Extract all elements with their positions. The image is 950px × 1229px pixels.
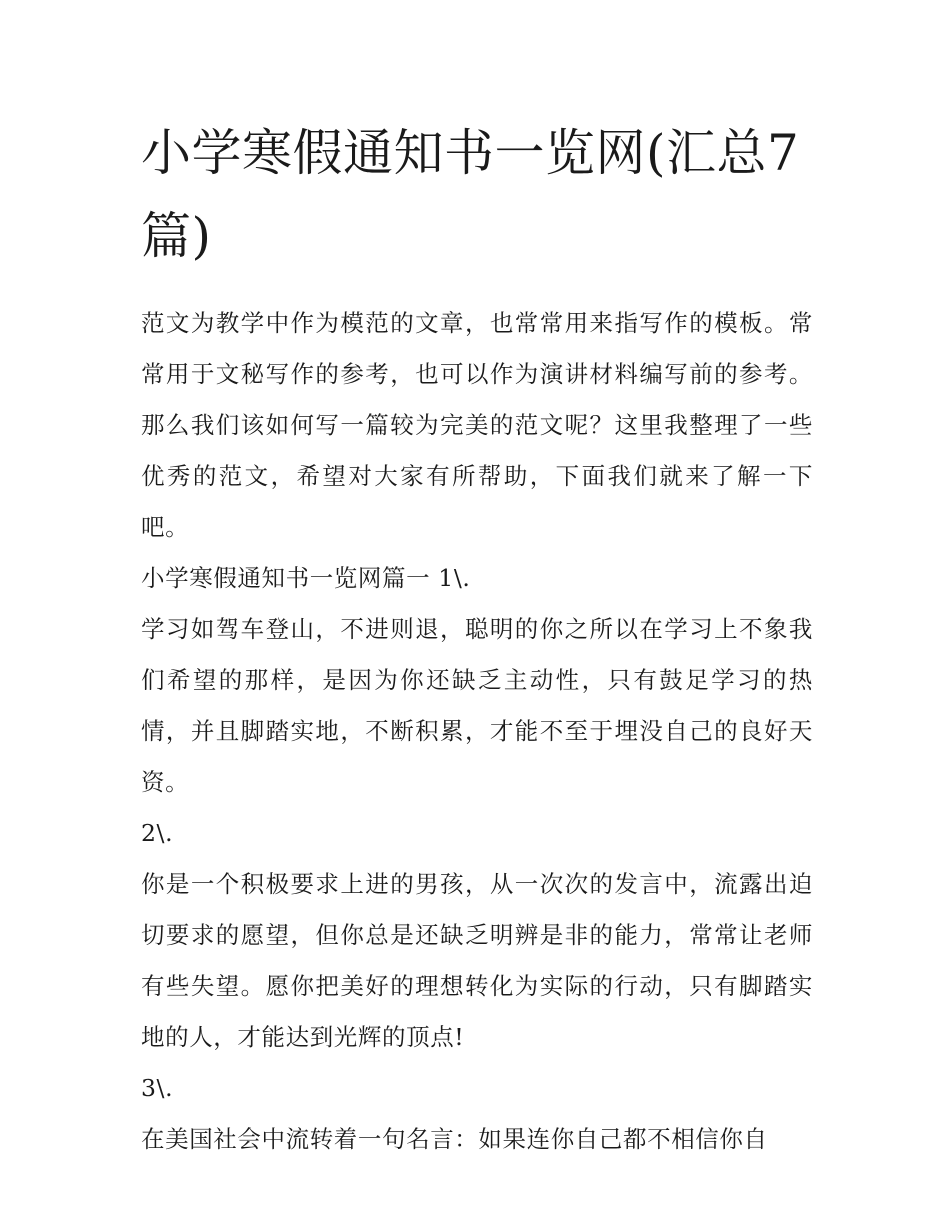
item-number-2: 2\. [141, 819, 174, 847]
paragraph-1: 学习如驾车登山，不进则退，聪明的你之所以在学习上不象我们希望的那样，是因为你还缺乏主动性，只有鼓足学习的热情，并且脚踏实地，不断积累，才能不至于埋没自己的良好天资。 [141, 615, 813, 796]
document-title: 小学寒假通知书一览网(汇总7篇) [141, 124, 800, 265]
paragraph-3: 在美国社会中流转着一句名言：如果连你自己都不相信你自 [141, 1125, 768, 1153]
paragraph-2: 你是一个积极要求上进的男孩，从一次次的发言中，流露出迫切要求的愿望，但你总是还缺乏明辨是非的能力，常常让老师有些失望。愿你把美好的理想转化为实际的行动，只有脚踏实地的人，才能达到光辉的顶点! [141, 870, 813, 1051]
document-page [141, 112, 813, 1165]
intro-paragraph: 范文为教学中作为模范的文章，也常常用来指写作的模板。常常用于文秘写作的参考，也可以作为演讲材料编写前的参考。那么我们该如何写一篇较为完美的范文呢？这里我整理了一些优秀的范文，希望对大家有所帮助，下面我们就来了解一下吧。 [141, 309, 813, 541]
item-number-3: 3\. [141, 1074, 174, 1102]
section-heading: 小学寒假通知书一览网篇一 1\. [141, 564, 471, 592]
